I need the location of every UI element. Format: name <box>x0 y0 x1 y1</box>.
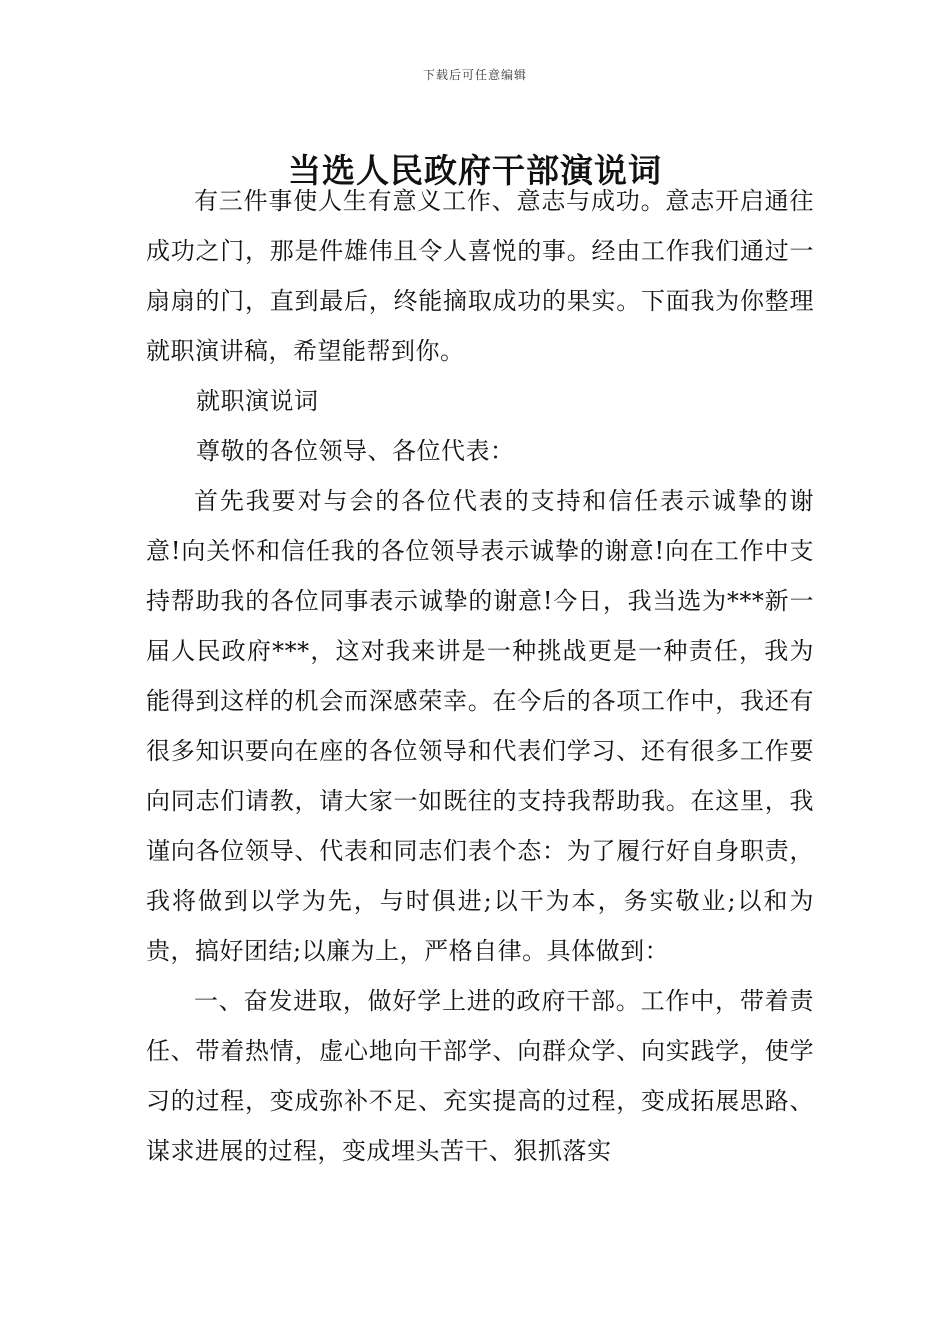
paragraph-intro: 有三件事使人生有意义工作、意志与成功。意志开启通往成功之门，那是件雄伟且令人喜悦的事。经由工作我们通过一扇扇的门，直到最后，终能摘取成功的果实。下面我为你整理就职演讲稿，希望能帮到你。 <box>146 187 814 365</box>
paragraph-salutation: 尊敬的各位领导、各位代表： <box>196 437 515 465</box>
document-title: 当选人民政府干部演说词 <box>288 151 662 191</box>
paragraph-subtitle: 就职演说词 <box>196 387 319 415</box>
header-note: 下载后可任意编辑 <box>422 68 527 82</box>
document-body <box>146 176 814 1176</box>
paragraph-point-one: 一、奋发进取，做好学上进的政府干部。工作中，带着责任、带着热情，虚心地向干部学、向群众学、向实践学，使学习的过程，变成弥补不足、充实提高的过程，变成拓展思路、谋求进展的过程，变成埋头苦干、狠抓落实 <box>146 987 814 1165</box>
paragraph-thanks: 首先我要对与会的各位代表的支持和信任表示诚挚的谢意!向关怀和信任我的各位领导表示诚挚的谢意!向在工作中支持帮助我的各位同事表示诚挚的谢意!今日，我当选为***新一届人民政府***，这对我来讲是一种挑战更是一种责任，我为能得到这样的机会而深感荣幸。在今后的各项工作中，我还有很多知识要向在座的各位领导和代表们学习、还有很多工作要向同志们请教，请大家一如既往的支持我帮助我。在这里，我谨向各位领导、代表和同志们表个态：为了履行好自身职责，我将做到以学为先，与时俱进;以干为本，务实敬业;以和为贵，搞好团结;以廉为上，严格自律。具体做到： <box>146 487 814 965</box>
